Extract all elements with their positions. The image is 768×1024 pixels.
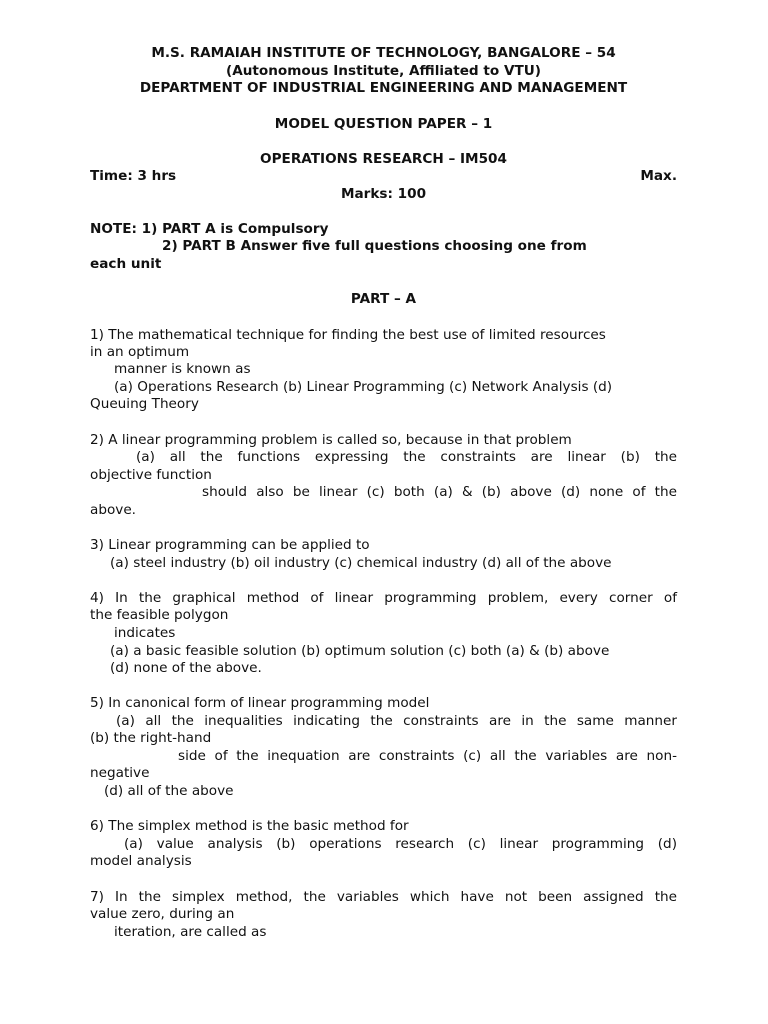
question-7-line-1: 7) In the simplex method, the variables which have not been assigned the [90,889,677,905]
question-1-line-3: manner is known as [114,361,251,377]
question-6-line-3: model analysis [90,853,192,869]
question-4-line-1: 4) In the graphical method of linear programming problem, every corner of [90,590,677,606]
question-1-options: (a) Operations Research (b) Linear Programming (c) Network Analysis (d) [114,379,613,395]
institute-name: M.S. RAMAIAH INSTITUTE OF TECHNOLOGY, BANGALORE – 54 [151,45,616,61]
question-1-line-1: 1) The mathematical technique for finding the best use of limited resources [90,327,606,343]
department-name: DEPARTMENT OF INDUSTRIAL ENGINEERING AND MANAGEMENT [139,80,628,96]
time-label: Time: 3 hrs [90,168,177,184]
question-4-options: (a) a basic feasible solution (b) optimum solution (c) both (a) & (b) above [110,643,610,659]
question-4-options-cont: (d) none of the above. [110,660,262,676]
question-5-line-2: (a) all the inequalities indicating the constraints are in the same manner [116,713,677,729]
question-2-line-3: objective function [90,467,212,483]
question-2-line-4: should also be linear (c) both (a) & (b) above (d) none of the [202,484,677,500]
marks-label: Marks: 100 [340,186,427,202]
note-line-3: each unit [90,256,162,272]
note-line-2: 2) PART B Answer five full questions choosing one from [162,238,587,254]
question-5-line-3: (b) the right-hand [90,730,212,746]
question-4-line-3: indicates [114,625,176,641]
question-1-line-2: in an optimum [90,344,190,360]
question-2-line-5: above. [90,502,137,518]
question-2-line-1: 2) A linear programming problem is called so, because in that problem [90,432,572,448]
institute-affiliation: (Autonomous Institute, Affiliated to VTU) [225,63,541,79]
question-3-line-1: 3) Linear programming can be applied to [90,537,370,553]
note-line-1: NOTE: 1) PART A is Compulsory [90,221,329,237]
question-paper-page [90,0,677,1024]
subject-title: OPERATIONS RESEARCH – IM504 [260,151,507,167]
question-4-line-2: the feasible polygon [90,607,229,623]
max-label: Max. [640,168,677,184]
question-7-line-3: iteration, are called as [114,924,267,940]
question-2-line-2: (a) all the functions expressing the constraints are linear (b) the [136,449,677,465]
part-a-heading: PART – A [350,291,417,307]
paper-title: MODEL QUESTION PAPER – 1 [274,116,493,132]
question-5-line-4: side of the inequation are constraints (c) all the variables are non- [178,748,677,764]
question-6-line-1: 6) The simplex method is the basic method for [90,818,409,834]
question-7-line-2: value zero, during an [90,906,235,922]
question-3-options: (a) steel industry (b) oil industry (c) chemical industry (d) all of the above [110,555,612,571]
question-1-options-cont: Queuing Theory [90,396,199,412]
question-5-line-6: (d) all of the above [104,783,234,799]
question-6-line-2: (a) value analysis (b) operations research (c) linear programming (d) [124,836,677,852]
question-5-line-1: 5) In canonical form of linear programming model [90,695,430,711]
question-5-line-5: negative [90,765,150,781]
